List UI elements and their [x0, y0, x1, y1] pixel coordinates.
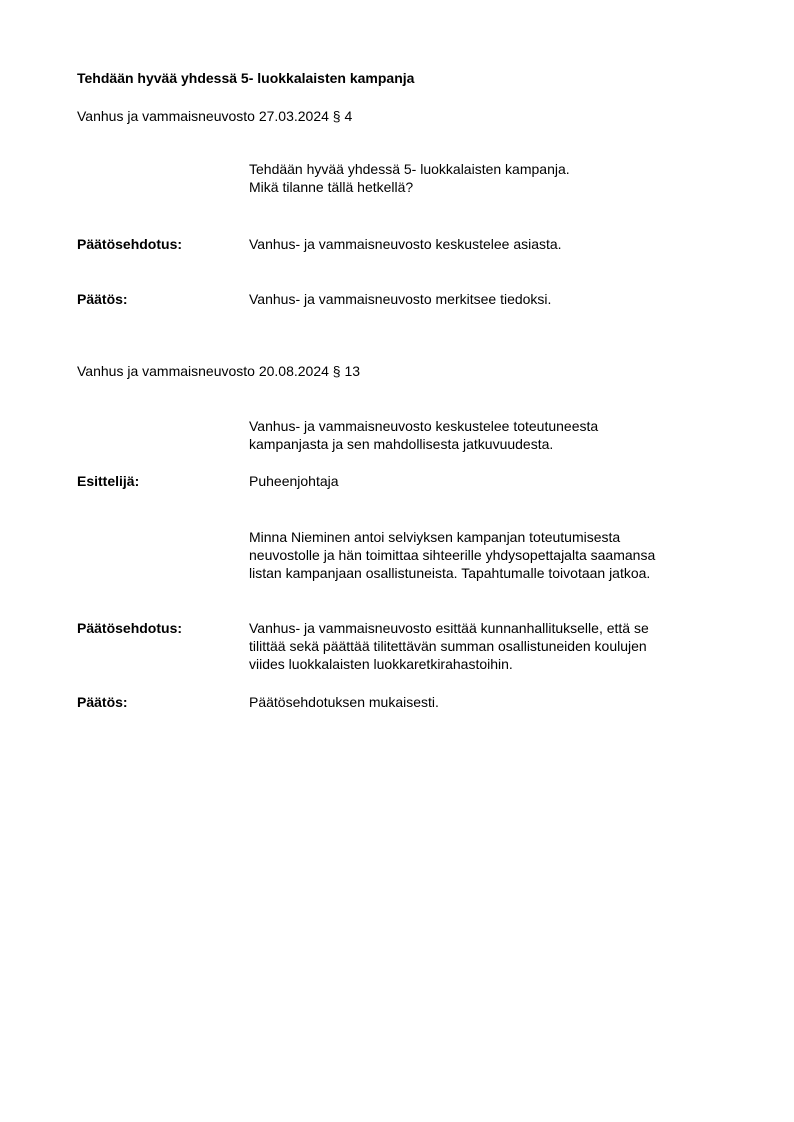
text-line: kampanjasta ja sen mahdollisesta jatkuvuudesta. — [249, 436, 554, 452]
text-line: Tehdään hyvää yhdessä 5- luokkalaisten kampanja. — [249, 161, 570, 177]
meeting-2-decision-label: Päätös: — [77, 694, 128, 710]
meeting-1-decision-label: Päätös: — [77, 291, 128, 307]
text-line: listan kampanjaan osallistuneista. Tapahtumalle toivotaan jatkoa. — [249, 565, 651, 581]
meeting-1-intro — [249, 160, 570, 196]
meeting-heading-2: Vanhus ja vammaisneuvosto 20.08.2024 § 13 — [77, 363, 361, 379]
meeting-heading-1: Vanhus ja vammaisneuvosto 27.03.2024 § 4 — [77, 108, 353, 124]
meeting-2-decision — [249, 693, 439, 711]
meeting-2-intro — [249, 417, 598, 453]
text-line: Vanhus- ja vammaisneuvosto merkitsee tiedoksi. — [249, 291, 552, 307]
meeting-1-proposal-label: Päätösehdotus: — [77, 236, 183, 252]
text-line: Minna Nieminen antoi selviyksen kampanjan toteutumisesta — [249, 529, 621, 545]
meeting-2-presenter-label: Esittelijä: — [77, 473, 140, 489]
text-line: viides luokkalaisten luokkaretkirahastoihin. — [249, 656, 513, 672]
meeting-1-decision — [249, 290, 551, 308]
meeting-2-presenter: Puheenjohtaja — [249, 473, 339, 489]
text-line: Vanhus- ja vammaisneuvosto keskustelee toteutuneesta — [249, 418, 599, 434]
text-line: Vanhus- ja vammaisneuvosto esittää kunnanhallitukselle, että se — [249, 620, 649, 636]
meeting-2-proposal-label: Päätösehdotus: — [77, 620, 183, 636]
text-line: neuvostolle ja hän toimittaa sihteerille yhdysopettajalta saamansa — [249, 547, 656, 563]
meeting-2-statement — [249, 528, 655, 582]
meeting-2-proposal — [249, 619, 649, 673]
text-line: Mikä tilanne tällä hetkellä? — [249, 179, 414, 195]
meeting-1-proposal — [249, 235, 562, 253]
text-line: Vanhus- ja vammaisneuvosto keskustelee asiasta. — [249, 236, 562, 252]
text-line: Päätösehdotuksen mukaisesti. — [249, 694, 439, 710]
document-title: Tehdään hyvää yhdessä 5- luokkalaisten kampanja — [77, 70, 415, 86]
text-line: tilittää sekä päättää tilitettävän summan osallistuneiden koulujen — [249, 638, 647, 654]
